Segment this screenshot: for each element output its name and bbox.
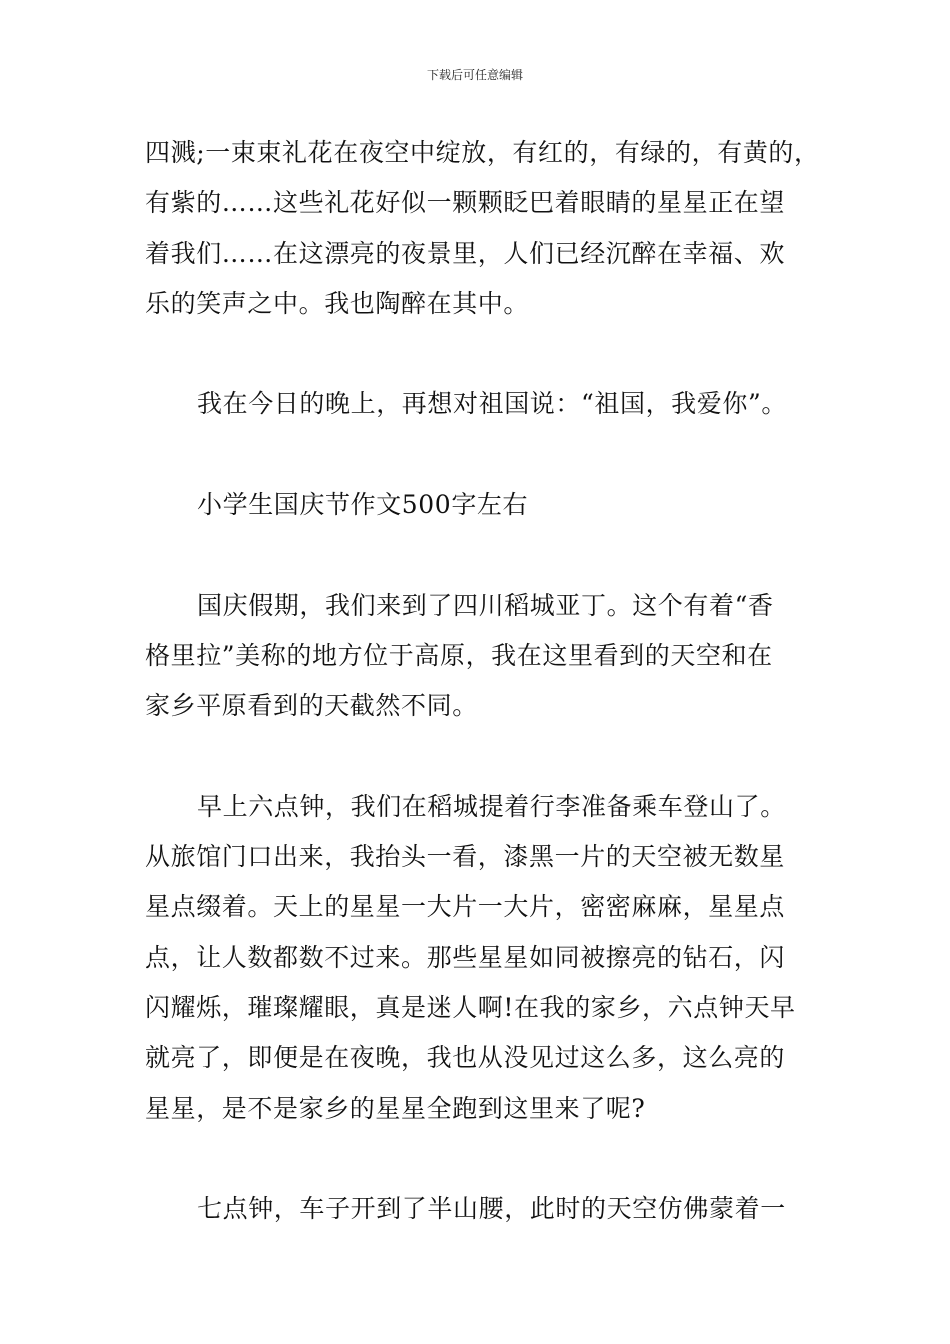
paragraph-3: [145, 581, 825, 732]
paragraph-gap: [145, 530, 825, 580]
paragraph-4: [145, 782, 825, 1134]
text-line: 国庆假期，我们来到了四川稻城亚丁。这个有着“香: [197, 590, 774, 620]
essay-title: [145, 480, 825, 530]
text-line: 就亮了，即便是在夜晚，我也从没见过这么多，这么亮的: [145, 1043, 786, 1073]
text-line: 从旅馆门口出来，我抬头一看，漆黑一片的天空被无数星: [145, 842, 786, 872]
text-line: 有紫的……这些礼花好似一颗颗眨巴着眼睛的星星正在望: [145, 188, 786, 218]
document-body: [145, 128, 825, 1235]
text-line: 家乡平原看到的天截然不同。: [145, 691, 478, 721]
paragraph-gap: [145, 732, 825, 782]
paragraph-gap: [145, 430, 825, 480]
text-line: 星星，是不是家乡的星星全跑到这里来了呢?: [145, 1093, 646, 1123]
text-line: 四溅;一束束礼花在夜空中绽放，有红的，有绿的，有黄的，: [145, 138, 820, 167]
text-line: 着我们……在这漂亮的夜景里，人们已经沉醉在幸福、欢: [145, 238, 786, 268]
text-line: 七点钟，车子开到了半山腰，此时的天空仿佛蒙着一: [197, 1194, 786, 1224]
page-header-note: 下载后可任意编辑: [426, 68, 523, 82]
text-line: 乐的笑声之中。我也陶醉在其中。: [145, 288, 530, 318]
text-line: 闪耀烁，璀璨耀眼，真是迷人啊!在我的家乡，六点钟天早: [145, 993, 796, 1023]
paragraph-5: [145, 1184, 825, 1234]
paragraph-2: [145, 379, 825, 429]
text-line: 我在今日的晚上，再想对祖国说：“祖国，我爱你”。: [197, 389, 787, 419]
paragraph-1: [145, 128, 825, 329]
text-line: 小学生国庆节作文500字左右: [197, 490, 529, 520]
text-line: 早上六点钟，我们在稻城提着行李准备乘车登山了。: [197, 791, 786, 821]
text-line: 格里拉”美称的地方位于高原，我在这里看到的天空和在: [145, 640, 773, 670]
paragraph-gap: [145, 1134, 825, 1184]
text-line: 点，让人数都数不过来。那些星星如同被擦亮的钻石，闪: [145, 942, 786, 972]
text-line: 星点缀着。天上的星星一大片一大片，密密麻麻，星星点: [145, 892, 786, 922]
paragraph-gap: [145, 329, 825, 379]
